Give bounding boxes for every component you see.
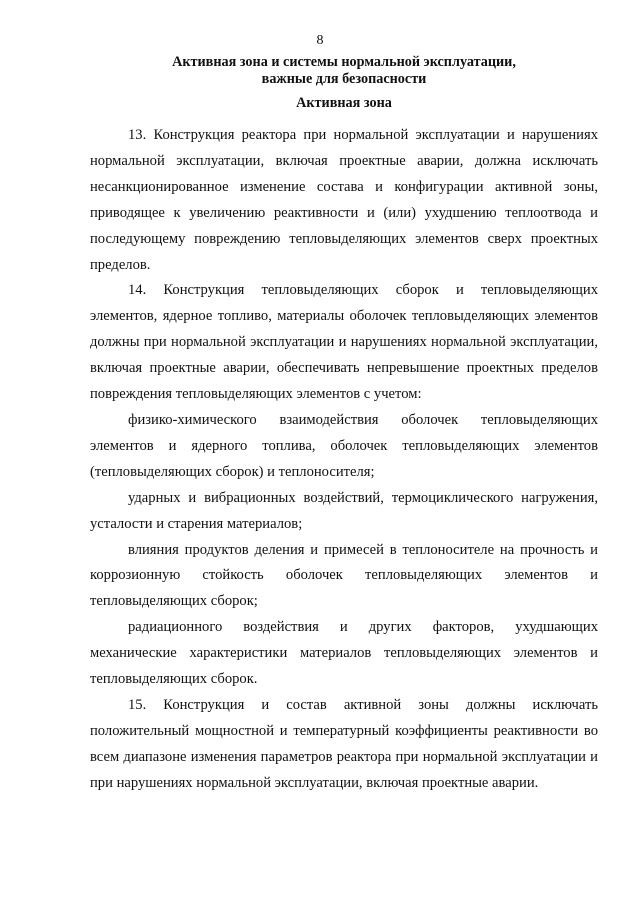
paragraph-14: 14. Конструкция тепловыделяющих сборок и тепловыделяющих элементов, ядерное топливо, материалы оболочек тепловыделяющих элементов должны при нормальной эксплуатации и нарушениях нормальной эксплуатации, включая проектные аварии, обеспечивать непревышение проектных пределов повреждения тепловыделяющих элементов с учетом: (90, 282, 598, 403)
page-number: 8 (316, 33, 324, 48)
body-text (90, 123, 598, 797)
list-item-impact-vibration: ударных и вибрационных воздействий, термоциклического нагружения, усталости и старения материалов; (90, 489, 598, 532)
section-title-line-2: важные для безопасности (261, 71, 427, 87)
subsection-title: Активная зона (296, 95, 392, 111)
paragraph-13: 13. Конструкция реактора при нормальной эксплуатации и нарушениях нормальной эксплуатации, включая проектные аварии, должна исключать несанкционированное изменение состава и конфигурации активной зоны, приводящее к увеличению реактивности и (или) ухудшению теплоотвода и последующему повреждению тепловыделяющих элементов сверх проектных пределов. (90, 127, 598, 273)
paragraph-15: 15. Конструкция и состав активной зоны должны исключать положительный мощностной и температурный коэффициенты реактивности во всем диапазоне изменения параметров реактора при нормальной эксплуатации и при нарушениях нормальной эксплуатации, включая проектные аварии. (90, 696, 598, 791)
section-title (90, 54, 598, 88)
section-title-line-1: Активная зона и системы нормальной эксплуатации, (172, 54, 516, 70)
list-item-fission-products: влияния продуктов деления и примесей в теплоносителе на прочность и коррозионную стойкость оболочек тепловыделяющих элементов и тепловыделяющих сборок; (90, 541, 598, 610)
list-item-radiation: радиационного воздействия и других факторов, ухудшающих механические характеристики материалов тепловыделяющих элементов и тепловыделяющих сборок. (90, 619, 598, 688)
list-item-physico-chemical: физико-химического взаимодействия оболочек тепловыделяющих элементов и ядерного топлива, оболочек тепловыделяющих элементов (тепловыделяющих сборок) и теплоносителя; (90, 411, 598, 480)
